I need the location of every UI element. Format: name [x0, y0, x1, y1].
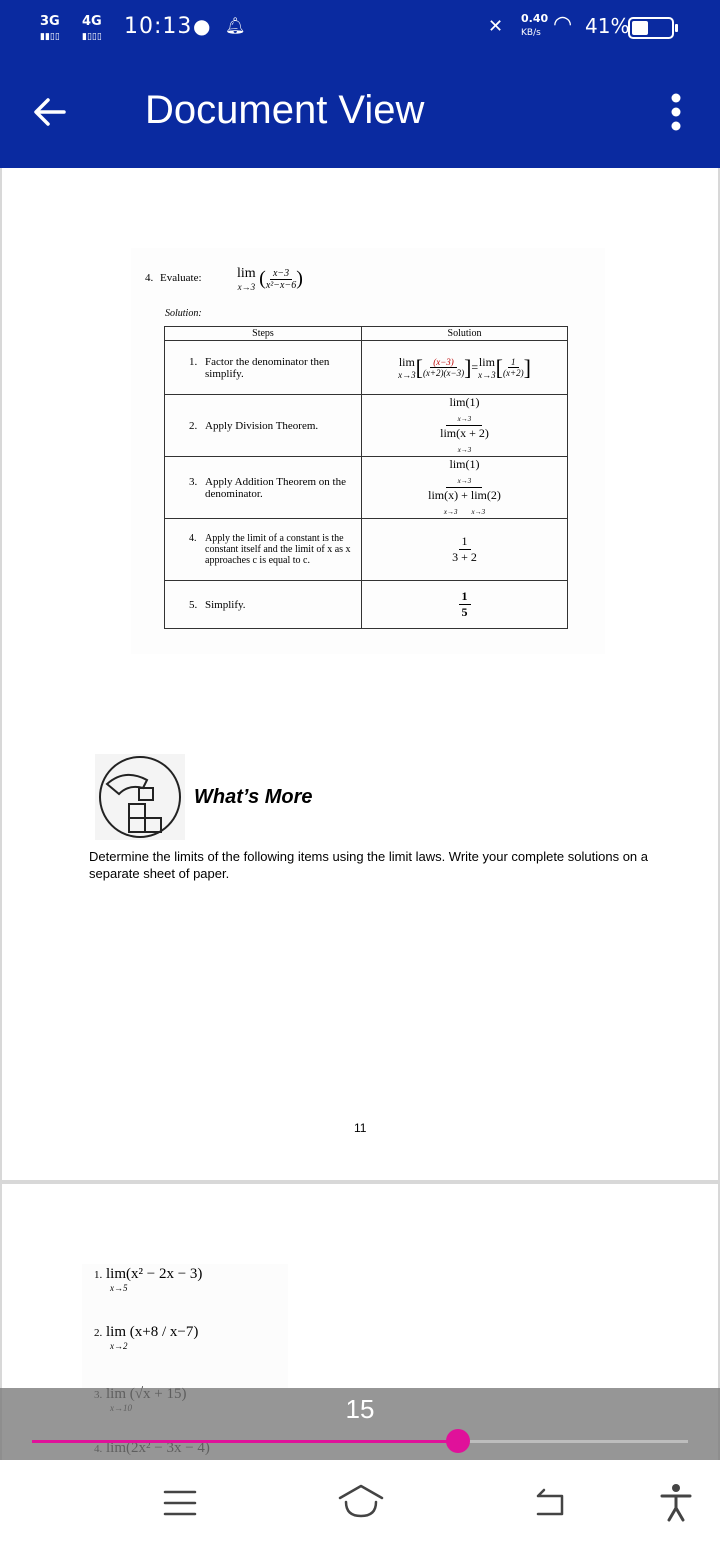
network-3g: 3G — [40, 14, 60, 29]
notification-app-icon: ● — [193, 14, 211, 38]
document-viewer[interactable] — [0, 168, 720, 1460]
step-text: Factor the denominator then simplify. — [205, 355, 330, 380]
step-number: 2. — [189, 419, 198, 432]
step-number: 1. — [189, 355, 198, 368]
battery-percent: 41% — [585, 14, 630, 38]
page-slider-track[interactable] — [32, 1440, 688, 1443]
header-steps: Steps — [165, 327, 362, 341]
accessibility-icon — [656, 1482, 696, 1522]
item-expr-text: lim(x² − 2x − 3) — [106, 1266, 203, 1282]
item-number: 1. — [94, 1269, 103, 1281]
back-icon — [530, 1486, 570, 1520]
header-solution: Solution — [362, 327, 568, 341]
step-row-1 — [165, 341, 362, 395]
page-title: Document View — [145, 88, 425, 132]
solution-cell-2: lim(1) x→3 lim(x + 2) x→3 — [362, 395, 568, 457]
problem-label: Evaluate: — [160, 272, 202, 284]
item-expr-text: lim (x+8 / x−7) — [106, 1324, 199, 1340]
exercise-item-1 — [94, 1266, 202, 1293]
section-title: What’s More — [194, 786, 313, 808]
item-expression — [106, 1266, 202, 1293]
problem-number: 4. — [145, 272, 154, 284]
home-button[interactable] — [336, 1482, 386, 1522]
document-page-11 — [2, 168, 718, 1180]
step-row-4 — [165, 519, 362, 581]
current-page-indicator: 15 — [345, 1394, 375, 1424]
steps-table — [164, 326, 568, 629]
more-options-button[interactable] — [664, 92, 688, 132]
problem-expression: lim x→3 ( $\frac{x-3}{\text{x²−x−6}}$ ) — [237, 266, 303, 292]
signal-icon-2: ▮▯▯▯ — [82, 32, 102, 42]
step-text: Simplify. — [205, 598, 246, 611]
network-4g: 4G — [82, 14, 102, 29]
item-subscript: x→2 — [110, 1341, 128, 1351]
exercise-item-2 — [94, 1324, 198, 1351]
battery-icon — [628, 17, 674, 39]
step-number: 3. — [189, 475, 198, 488]
page-slider-thumb[interactable] — [446, 1429, 470, 1453]
item-number: 2. — [94, 1327, 103, 1339]
accessibility-button[interactable] — [656, 1482, 696, 1522]
page-slider-fill — [32, 1440, 458, 1443]
more-vert-icon — [664, 92, 688, 132]
clock: 10:13 — [124, 14, 193, 39]
recents-button[interactable] — [160, 1486, 200, 1520]
page-scrubber — [0, 1388, 720, 1460]
arrow-left-icon — [30, 92, 70, 132]
signal-icon: ▮▮▯▯ — [40, 32, 60, 42]
hand-building-blocks-icon — [95, 754, 185, 840]
page-number: 11 — [354, 1121, 367, 1135]
status-bar — [0, 0, 720, 56]
step-text: Apply Addition Theorem on the denominator. — [205, 475, 346, 500]
solution-cell-1: lim x→3 [ $\frac{(x-3)}{(x+2)(x-3)}$ ]= lim x→3 [ $\frac{1}{(x+2)}$ ] — [362, 341, 568, 395]
app-bar — [0, 56, 720, 168]
step-number: 5. — [189, 598, 198, 611]
instructions: Determine the limits of the following items using the limit laws. Write your complete solutions on a separate sheet of paper. — [89, 849, 648, 881]
speed-unit: KB/s — [521, 28, 541, 38]
problem-statement — [145, 266, 303, 292]
worked-example — [131, 248, 605, 654]
whats-more-illustration — [95, 754, 185, 840]
speed-value: 0.40 — [521, 12, 549, 25]
menu-icon — [160, 1486, 200, 1520]
solution-label: Solution: — [165, 308, 202, 319]
item-expression — [106, 1324, 198, 1351]
bell-icon: 🔔︎ — [225, 16, 246, 35]
solution-cell-4: $\frac{1}{3 + 2}$ — [362, 519, 568, 581]
step-text: Apply the limit of a constant is the constant itself and the limit of x as x approaches c is equal to c. — [205, 533, 351, 566]
wifi-icon: ◠ — [553, 12, 573, 37]
mute-icon: ✕ — [488, 16, 504, 37]
step-text: Apply Division Theorem. — [205, 419, 319, 432]
step-row-2 — [165, 395, 362, 457]
back-button[interactable] — [30, 92, 80, 132]
solution-cell-3: lim(1) x→3 lim(x) + lim(2) x→3 x→3 — [362, 457, 568, 519]
back-nav-button[interactable] — [530, 1486, 570, 1520]
home-icon — [336, 1482, 386, 1522]
step-row-5 — [165, 581, 362, 629]
system-nav-bar — [0, 1460, 720, 1544]
item-subscript: x→5 — [110, 1283, 128, 1293]
step-row-3 — [165, 457, 362, 519]
step-number: 4. — [189, 533, 197, 544]
solution-cell-5: $\frac{1}{5}$ — [362, 581, 568, 629]
